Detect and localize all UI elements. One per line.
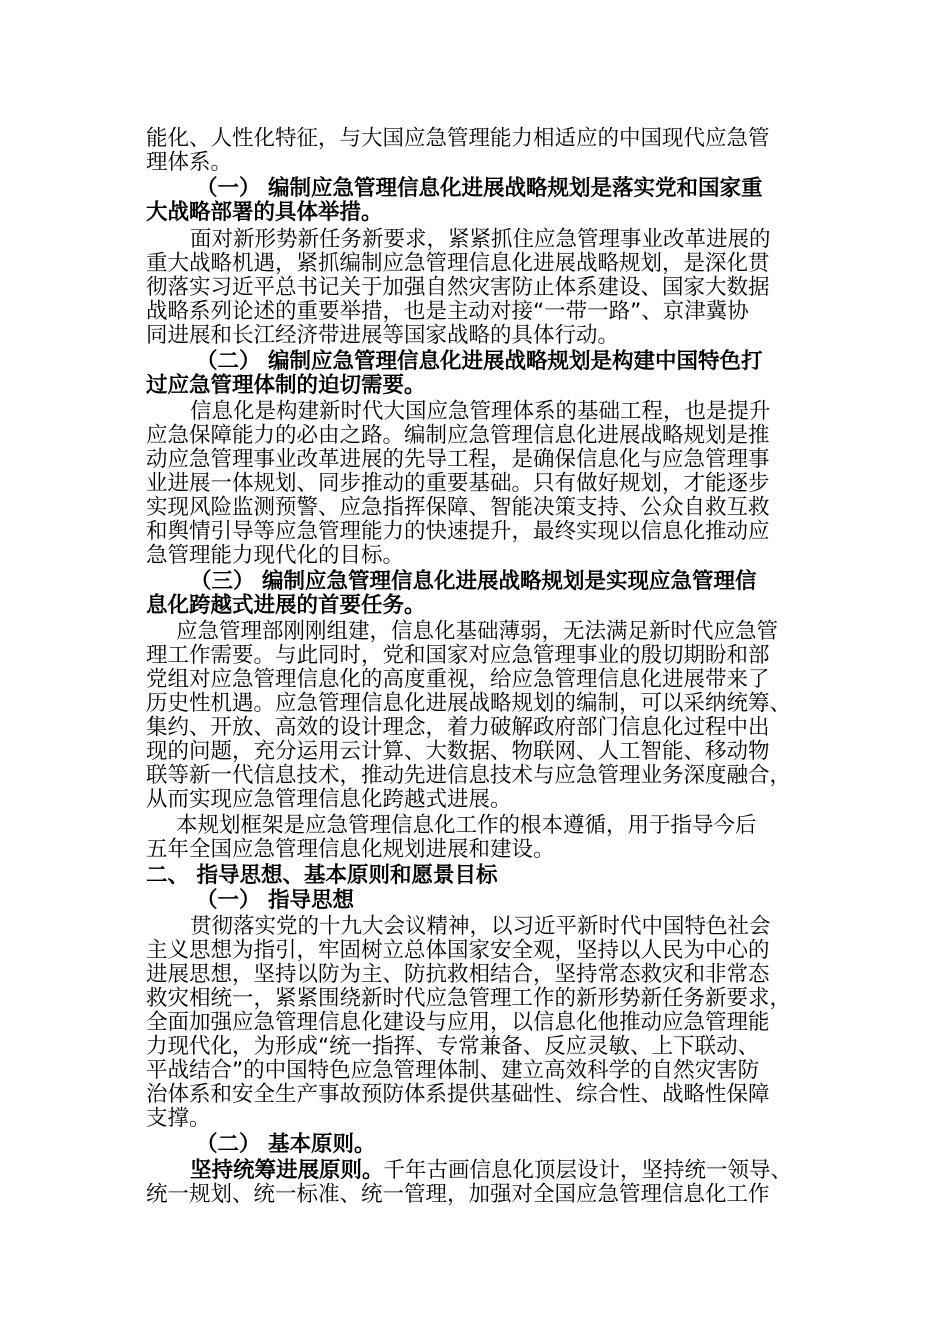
text-line: 业进展一体规划、同步推动的重要基础。只有做好规划，才能逐步 (146, 471, 770, 496)
text-line: 实现风险监测预警、应急指挥保障、智能决策支持、公众自救互救 (146, 495, 770, 520)
section-heading: 过应急管理体制的迫切需要。 (146, 373, 426, 398)
text-line: 战略系列论述的重要举措，也是主动对接“一带一路”、京津冀协 (146, 299, 749, 324)
text-line: 从而实现应急管理信息化跨越式进展。 (146, 787, 512, 812)
text-line: 现的问题，充分运用云计算、大数据、物联网、人工智能、移动物 (146, 739, 770, 764)
text-line: 联等新一代信息技术，推动先进信息技术与应急管理业务深度融合， (146, 763, 792, 788)
section-heading: （三） 编制应急管理信息化进展战略规划是实现应急管理信 (190, 569, 757, 594)
section-heading: （一） 指导思想 (196, 888, 354, 913)
text-line: 能化、人性化特征，与大国应急管理能力相适应的中国现代应急管 (146, 126, 770, 151)
section-heading: 大战略部署的具体举措。 (146, 200, 383, 225)
text-line: 进展思想，坚持以防为主、防抗救相结合，坚持常态救灾和非常态 (146, 962, 770, 987)
text-line: 力现代化，为形成“统一指挥、专常兼备、反应灵敏、上下联动、 (146, 1034, 760, 1059)
text-line: 治体系和安全生产事故预防体系提供基础性、综合性、战略性保障 (146, 1082, 770, 1107)
text-line: 历史性机遇。应急管理信息化进展战略规划的编制，可以采纳统筹、 (146, 691, 792, 716)
principle-text: 千年古画信息化顶层设计，坚持统一领导、 (383, 1158, 793, 1183)
text-line: 理工作需要。与此同时，党和国家对应急管理事业的殷切期盼和部 (146, 643, 770, 668)
text-line: 统一规划、统一标准、统一管理，加强对全国应急管理信息化工作 (146, 1182, 770, 1207)
section-heading: （二） 编制应急管理信息化进展战略规划是构建中国特色打 (196, 349, 763, 374)
text-line: 重大战略机遇，紧抓编制应急管理信息化进展战略规划，是深化贯 (146, 251, 770, 276)
text-line: 贯彻落实党的十九大会议精神，以习近平新时代中国特色社会 (190, 914, 771, 939)
section-heading: （一） 编制应急管理信息化进展战略规划是落实党和国家重 (196, 176, 763, 201)
text-line (190, 1159, 792, 1183)
text-line: 平战结合”的中国特色应急管理体制、建立高效科学的自然灾害防 (146, 1058, 760, 1083)
text-line: 集约、开放、高效的设计理念，着力破解政府部门信息化过程中出 (146, 715, 770, 740)
text-line: 理体系。 (146, 150, 233, 175)
text-line: 信息化是构建新时代大国应急管理体系的基础工程，也是提升 (190, 399, 771, 424)
section-heading: 息化跨越式进展的首要任务。 (146, 593, 426, 618)
text-line: 和舆情引导等应急管理能力的快速提升，最终实现以信息化推动应 (146, 519, 770, 544)
text-line: 应急保障能力的必由之路。编制应急管理信息化进展战略规划是推 (146, 423, 770, 448)
text-line: 支撑。 (146, 1106, 211, 1131)
principle-title: 坚持统筹进展原则。 (190, 1158, 384, 1183)
text-line: 面对新形势新任务新要求，紧紧抓住应急管理事业改革进展的 (190, 227, 771, 252)
text-line: 应急管理部刚刚组建，信息化基础薄弱，无法满足新时代应急管 (176, 619, 779, 644)
text-line: 本规划框架是应急管理信息化工作的根本遵循，用于指导今后 (176, 813, 757, 838)
section-heading: （二） 基本原则。 (196, 1132, 376, 1157)
text-line: 动应急管理事业改革进展的先导工程，是确保信息化与应急管理事 (146, 447, 770, 472)
text-line: 五年全国应急管理信息化规划进展和建设。 (146, 837, 555, 862)
text-line: 彻落实习近平总书记关于加强自然灾害防止体系建设、国家大数据 (146, 275, 770, 300)
text-line: 全面加强应急管理信息化建设与应用，以信息化他推动应急管理能 (146, 1010, 770, 1035)
text-line: 主义思想为指引，牢固树立总体国家安全观，坚持以人民为中心的 (146, 938, 770, 963)
text-line: 同进展和长江经济带进展等国家战略的具体行动。 (146, 323, 620, 348)
text-line: 救灾相统一，紧紧围绕新时代应急管理工作的新形势新任务新要求， (146, 986, 792, 1011)
chapter-heading: 二、 指导思想、基本原则和愿景目标 (146, 863, 498, 888)
text-line: 党组对应急管理信息化的高度重视，给应急管理信息化进展带来了 (146, 667, 770, 692)
text-line: 急管理能力现代化的目标。 (146, 543, 405, 568)
